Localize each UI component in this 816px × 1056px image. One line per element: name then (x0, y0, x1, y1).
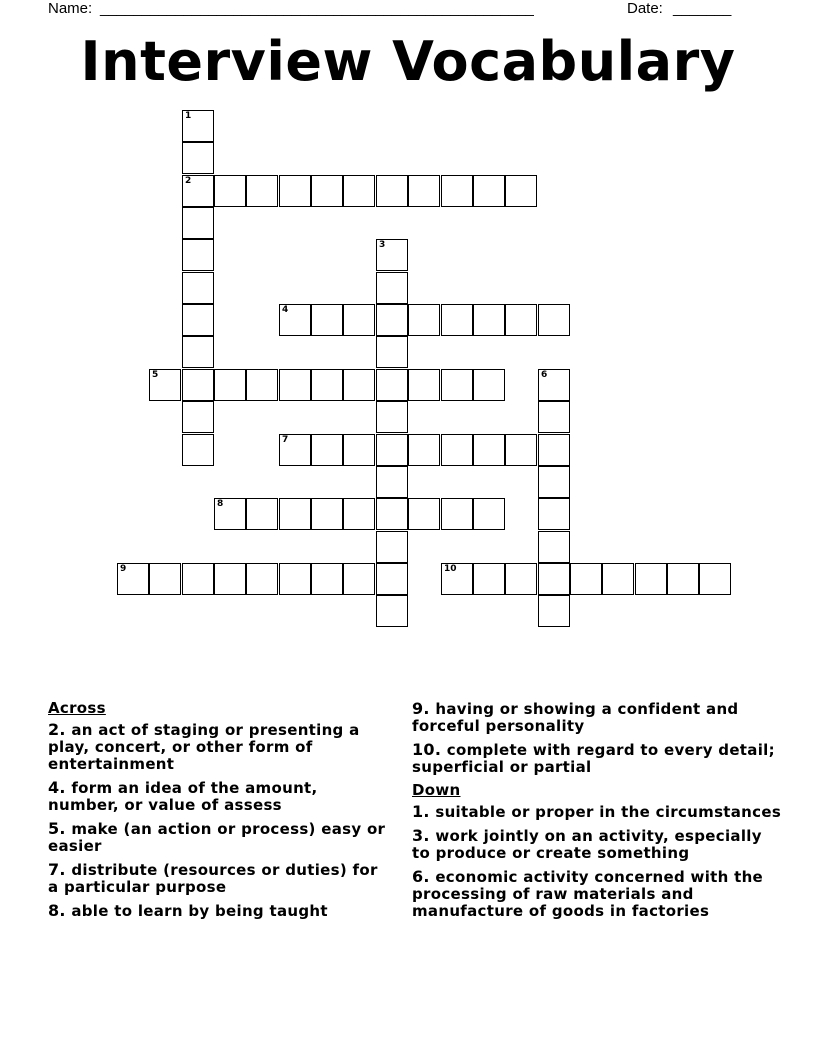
date-line[interactable]: _______ (673, 0, 732, 17)
grid-cell[interactable] (311, 434, 343, 466)
grid-cell[interactable] (408, 498, 440, 530)
clue-number: 8 (217, 499, 224, 509)
clues-column-right (412, 700, 782, 926)
grid-cell[interactable] (473, 369, 505, 401)
clue-number: 10 (444, 564, 457, 574)
grid-cell[interactable] (343, 434, 375, 466)
grid-cell[interactable] (376, 304, 408, 336)
grid-cell[interactable] (279, 498, 311, 530)
clue-number: 6 (541, 370, 548, 380)
grid-cell[interactable] (505, 175, 537, 207)
grid-cell[interactable] (505, 304, 537, 336)
grid-cell[interactable] (376, 563, 408, 595)
clue-number: 2 (185, 176, 192, 186)
grid-cell[interactable] (214, 498, 246, 530)
grid-cell[interactable] (343, 369, 375, 401)
grid-cell[interactable] (376, 434, 408, 466)
grid-cell[interactable] (182, 272, 214, 304)
grid-cell[interactable] (538, 401, 570, 433)
grid-cell[interactable] (149, 369, 181, 401)
grid-cell[interactable] (376, 336, 408, 368)
clue-down-3: 3. work jointly on an activity, especially to produce or create something (412, 826, 762, 862)
grid-cell[interactable] (473, 434, 505, 466)
clue-down-1: 1. suitable or proper in the circumstances (412, 802, 782, 821)
grid-cell[interactable] (182, 207, 214, 239)
grid-cell[interactable] (279, 369, 311, 401)
grid-cell[interactable] (408, 175, 440, 207)
clue-across-5: 5. make (an action or process) easy or easier (48, 819, 386, 855)
grid-cell[interactable] (182, 336, 214, 368)
grid-cell[interactable] (182, 110, 214, 142)
grid-cell[interactable] (376, 239, 408, 271)
grid-cell[interactable] (279, 304, 311, 336)
grid-cell[interactable] (602, 563, 634, 595)
grid-cell[interactable] (376, 466, 408, 498)
grid-cell[interactable] (473, 498, 505, 530)
grid-cell[interactable] (311, 175, 343, 207)
clue-number: 1 (185, 111, 192, 121)
grid-cell[interactable] (343, 175, 375, 207)
clues-column-left (48, 700, 393, 926)
grid-cell[interactable] (311, 304, 343, 336)
grid-cell[interactable] (635, 563, 667, 595)
grid-cell[interactable] (376, 595, 408, 627)
clue-number: 5 (152, 370, 159, 380)
grid-cell[interactable] (538, 595, 570, 627)
grid-cell[interactable] (343, 498, 375, 530)
grid-cell[interactable] (246, 563, 278, 595)
grid-cell[interactable] (505, 563, 537, 595)
grid-cell[interactable] (214, 563, 246, 595)
grid-cell[interactable] (570, 563, 602, 595)
grid-cell[interactable] (343, 304, 375, 336)
grid-cell[interactable] (214, 175, 246, 207)
grid-cell[interactable] (376, 498, 408, 530)
clue-number: 4 (282, 305, 289, 315)
grid-cell[interactable] (505, 434, 537, 466)
grid-cell[interactable] (538, 531, 570, 563)
clue-down-6: 6. economic activity concerned with the processing of raw materials and manufacture of goods in factories (412, 867, 764, 920)
grid-cell[interactable] (441, 498, 473, 530)
grid-cell[interactable] (182, 304, 214, 336)
grid-cell[interactable] (311, 498, 343, 530)
date-label: Date: (627, 0, 663, 17)
grid-cell[interactable] (473, 563, 505, 595)
grid-cell[interactable] (182, 175, 214, 207)
clue-across-9: 9. having or showing a confident and forceful personality (412, 699, 739, 735)
clue-number: 3 (379, 240, 386, 250)
grid-cell[interactable] (182, 142, 214, 174)
grid-cell[interactable] (246, 369, 278, 401)
grid-cell[interactable] (214, 369, 246, 401)
grid-cell[interactable] (408, 304, 440, 336)
down-heading: Down (412, 781, 461, 799)
grid-cell[interactable] (376, 369, 408, 401)
name-line[interactable]: ____________________________________________________ (100, 0, 534, 17)
grid-cell[interactable] (441, 434, 473, 466)
grid-cell[interactable] (538, 498, 570, 530)
grid-cell[interactable] (117, 563, 149, 595)
grid-cell[interactable] (667, 563, 699, 595)
grid-cell[interactable] (441, 563, 473, 595)
grid-cell[interactable] (279, 434, 311, 466)
grid-cell[interactable] (182, 434, 214, 466)
grid-cell[interactable] (182, 401, 214, 433)
grid-cell[interactable] (376, 272, 408, 304)
grid-cell[interactable] (473, 304, 505, 336)
across-heading: Across (48, 699, 106, 717)
grid-cell[interactable] (441, 175, 473, 207)
clue-across-4: 4. form an idea of the amount, number, or value of assess (48, 778, 318, 814)
grid-cell[interactable] (182, 563, 214, 595)
grid-cell[interactable] (376, 401, 408, 433)
grid-cell[interactable] (408, 434, 440, 466)
grid-cell[interactable] (279, 563, 311, 595)
page-title: Interview Vocabulary (80, 30, 736, 93)
grid-cell[interactable] (279, 175, 311, 207)
grid-cell[interactable] (699, 563, 731, 595)
clue-number: 7 (282, 435, 289, 445)
grid-cell[interactable] (538, 563, 570, 595)
grid-cell[interactable] (149, 563, 181, 595)
grid-cell[interactable] (441, 304, 473, 336)
grid-cell[interactable] (538, 434, 570, 466)
grid-cell[interactable] (182, 369, 214, 401)
grid-cell[interactable] (246, 175, 278, 207)
grid-cell[interactable] (441, 369, 473, 401)
name-label: Name: (48, 0, 93, 17)
grid-cell[interactable] (376, 175, 408, 207)
clue-across-10: 10. complete with regard to every detail; superficial or partial (412, 740, 775, 776)
grid-cell[interactable] (343, 563, 375, 595)
clue-across-2: 2. an act of staging or presenting a play, concert, or other form of entertainment (48, 720, 360, 773)
grid-cell[interactable] (246, 498, 278, 530)
grid-cell[interactable] (376, 531, 408, 563)
clue-across-8: 8. able to learn by being taught (48, 901, 328, 920)
grid-cell[interactable] (182, 239, 214, 271)
clue-number: 9 (120, 564, 127, 574)
grid-cell[interactable] (473, 175, 505, 207)
grid-cell[interactable] (311, 369, 343, 401)
grid-cell[interactable] (538, 304, 570, 336)
grid-cell[interactable] (311, 563, 343, 595)
grid-cell[interactable] (538, 466, 570, 498)
grid-cell[interactable] (408, 369, 440, 401)
grid-cell[interactable] (538, 369, 570, 401)
clue-across-7: 7. distribute (resources or duties) for a particular purpose (48, 860, 378, 896)
